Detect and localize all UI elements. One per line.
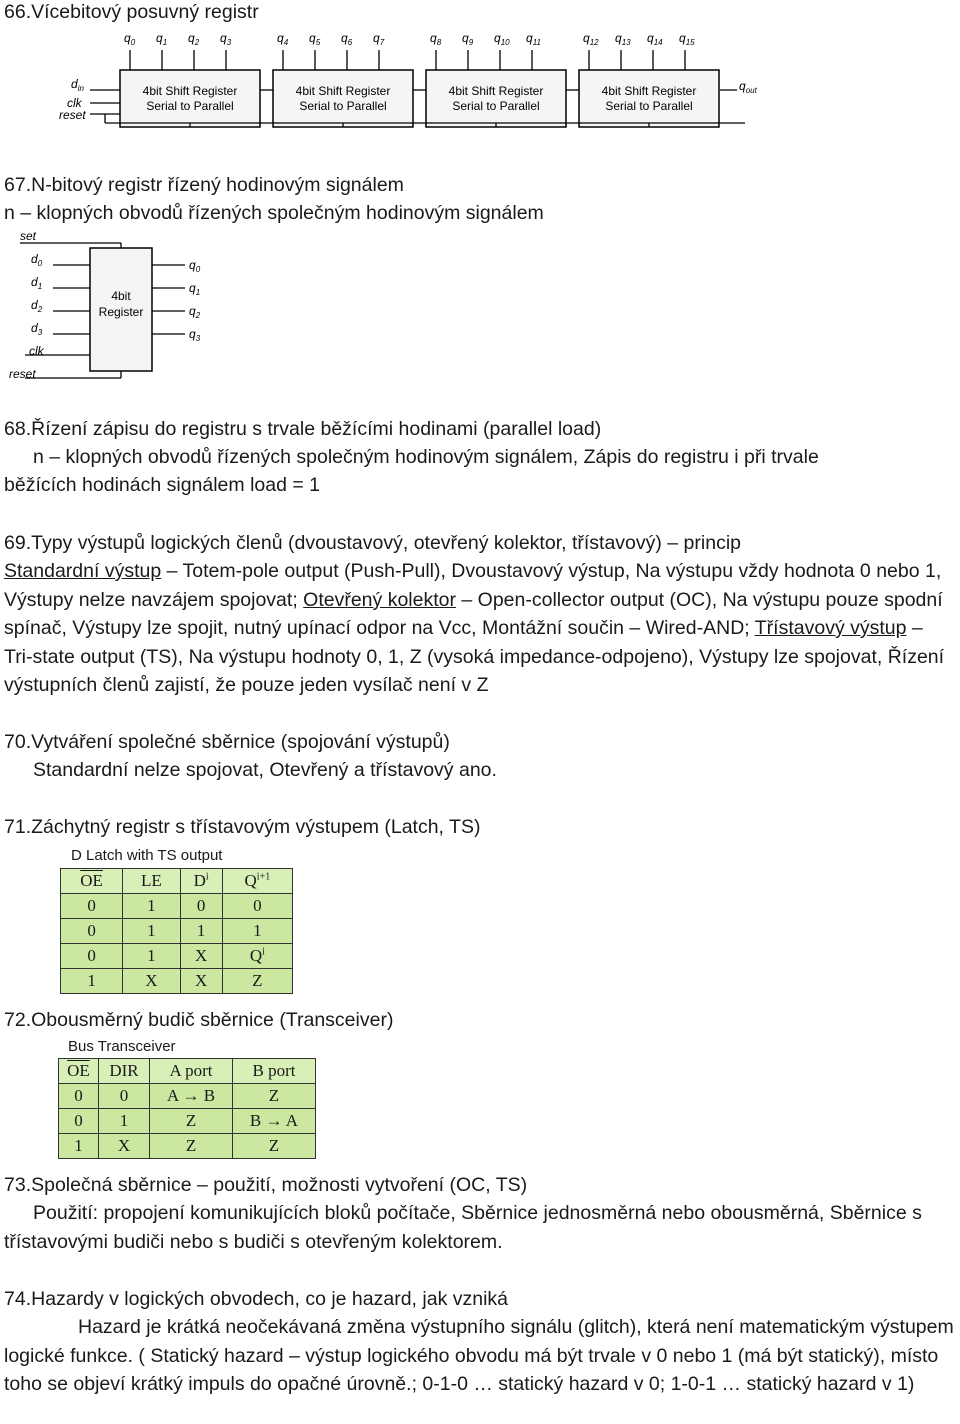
heading-72: 72.Obousměrný budič sběrnice (Transceiver) [4, 1009, 394, 1031]
output-label: $q_0$ [189, 258, 201, 274]
output-label: $q_0$ [124, 31, 136, 47]
output-label: $q_{14}$ [647, 31, 663, 47]
table-row: 0 0 A → B Z [59, 1084, 316, 1109]
heading-66: 66.Vícebitový posuvný registr [4, 1, 259, 23]
din-label: $d_{in}$ [71, 77, 84, 93]
text-68-line2: běžících hodinách signálem load = 1 [4, 474, 320, 496]
text-74: Hazard je krátká neočekávaná změna výstupního signálu (glitch), která není matematickým výstupem logické funkce. ( Statický hazard – výstup logického obvodu má být trvale v 0 nebo 1 (má být statický), místo toho se objeví krátký impuls do opačné úrovně.; 0-1-0 … statický hazard v 0; 1-0-1 … statický hazard v 1) [4, 1316, 954, 1395]
shift-block-label: 4bit Shift Register [448, 84, 544, 98]
output-label: $q_7$ [373, 31, 385, 47]
heading-71: 71.Záchytný registr s třístavovým výstupem (Latch, TS) [4, 816, 481, 838]
output-label: $q_{11}$ [526, 31, 541, 47]
heading-68: 68.Řízení zápisu do registru s trvale běžícími hodinami (parallel load) [4, 418, 602, 440]
term-standardni: Standardní výstup [4, 560, 162, 582]
output-label: $q_8$ [430, 31, 442, 47]
transceiver-table-caption: Bus Transceiver [68, 1038, 176, 1055]
shift-block-label: 4bit Shift Register [142, 84, 238, 98]
reg-reset-label: reset [9, 367, 36, 381]
output-label: $q_{12}$ [583, 31, 599, 47]
trx-header-bport: B port [233, 1059, 316, 1084]
heading-70: 70.Vytváření společné sběrnice (spojování výstupů) [4, 731, 450, 753]
qout-label: $q_{out}$ [739, 79, 757, 95]
output-label: $q_{15}$ [679, 31, 695, 47]
output-label: $q_1$ [156, 31, 168, 47]
output-label: $q_5$ [309, 31, 321, 47]
table-row: 0 1 Z B → A [59, 1109, 316, 1134]
output-label: $q_2$ [189, 304, 201, 320]
latch-table-caption: D Latch with TS output [71, 847, 223, 864]
shift-block-label: Serial to Parallel [146, 99, 234, 113]
heading-69: 69.Typy výstupů logických členů (dvoustavový, otevřený kolektor, třístavový) – princip [4, 532, 742, 554]
text-70: Standardní nelze spojovat, Otevřený a třístavový ano. [33, 759, 497, 781]
shift-block-label: Serial to Parallel [299, 99, 387, 113]
reg-clk-label: clk [29, 344, 44, 358]
trx-header-aport: A port [150, 1059, 233, 1084]
text-69: Standardní výstup – Totem-pole output (Push-Pull), Dvoustavový výstup, Na výstupu vždy hodnota 0 nebo 1, Výstupy nelze navzájem spojovat; Otevřený kolektor – Open-collector output (OC), Na výstupu pouze spodní spínač, Výstupy lze spojit, nutný upínací odpor na Vcc, Montážní součin – Wired-AND; Třístavový výstup – Tri-state output (TS), Na výstupu hodnoty 0, 1, Z (vysoká impedance-odpojeno), Výstupy lze spojovat, Řízení výstupních členů zajistí, že pouze jeden vysílač není v Z [4, 560, 945, 696]
shift-block-label: Serial to Parallel [452, 99, 540, 113]
latch-header-q: $Q^{i+1}$ [222, 869, 292, 894]
output-label: $q_9$ [462, 31, 474, 47]
table-row: 1 X X Z [61, 969, 293, 994]
transceiver-table [58, 1058, 316, 1159]
table-row: 0 1 0 0 [61, 894, 293, 919]
set-label: set [20, 229, 37, 243]
trx-header-oe: $\overline{OE}$ [59, 1059, 99, 1084]
output-label: $q_4$ [277, 31, 289, 47]
output-label: $q_2$ [188, 31, 200, 47]
input-label: $d_3$ [31, 321, 43, 337]
latch-table [60, 868, 293, 994]
table-row: 0 1 1 1 [61, 919, 293, 944]
output-label: $q_6$ [341, 31, 353, 47]
input-label: $d_2$ [31, 298, 43, 314]
heading-67: 67.N-bitový registr řízený hodinovým signálem [4, 174, 404, 196]
text-68-line1: n – klopných obvodů řízených společným hodinovým signálem, Zápis do registru i při trvale [33, 446, 819, 468]
shift-register-diagram [55, 28, 775, 133]
term-otevreny: Otevřený kolektor [303, 588, 456, 611]
latch-header-oe: $\overline{OE}$ [61, 869, 123, 894]
clk-label: clk [67, 96, 82, 110]
table-row: 1 X Z Z [59, 1134, 316, 1159]
shift-block-label: 4bit Shift Register [295, 84, 391, 98]
reset-label: reset [59, 108, 86, 122]
latch-header-le: LE [123, 869, 180, 894]
register-block-label-1: 4bit [111, 289, 131, 303]
output-label: $q_{13}$ [615, 31, 631, 47]
term-tristavovy: Třístavový výstup [754, 617, 907, 639]
latch-header-d: $D^i$ [180, 869, 222, 894]
output-label: $q_{10}$ [494, 31, 510, 47]
input-label: $d_1$ [31, 275, 43, 291]
output-label: $q_3$ [220, 31, 232, 47]
input-label: $d_0$ [31, 252, 43, 268]
register-diagram [5, 228, 235, 386]
shift-block-label: Serial to Parallel [605, 99, 693, 113]
trx-header-dir: DIR [98, 1059, 149, 1084]
text-67: n – klopných obvodů řízených společným hodinovým signálem [4, 202, 544, 224]
output-label: $q_1$ [189, 281, 201, 297]
heading-74: 74.Hazardy v logických obvodech, co je hazard, jak vzniká [4, 1288, 509, 1310]
register-block-label-2: Register [98, 305, 144, 319]
heading-73: 73.Společná sběrnice – použití, možnosti vytvoření (OC, TS) [4, 1174, 528, 1196]
shift-block-label: 4bit Shift Register [601, 84, 697, 98]
output-label: $q_3$ [189, 327, 201, 343]
table-row: 0 1 X $Q^i$ [61, 944, 293, 969]
text-73: Použití: propojení komunikujících bloků počítače, Sběrnice jednosměrná nebo obousměrná, Sběrnice s třístavovými budiči nebo s budiči s otevřeným kolektorem. [4, 1202, 922, 1253]
